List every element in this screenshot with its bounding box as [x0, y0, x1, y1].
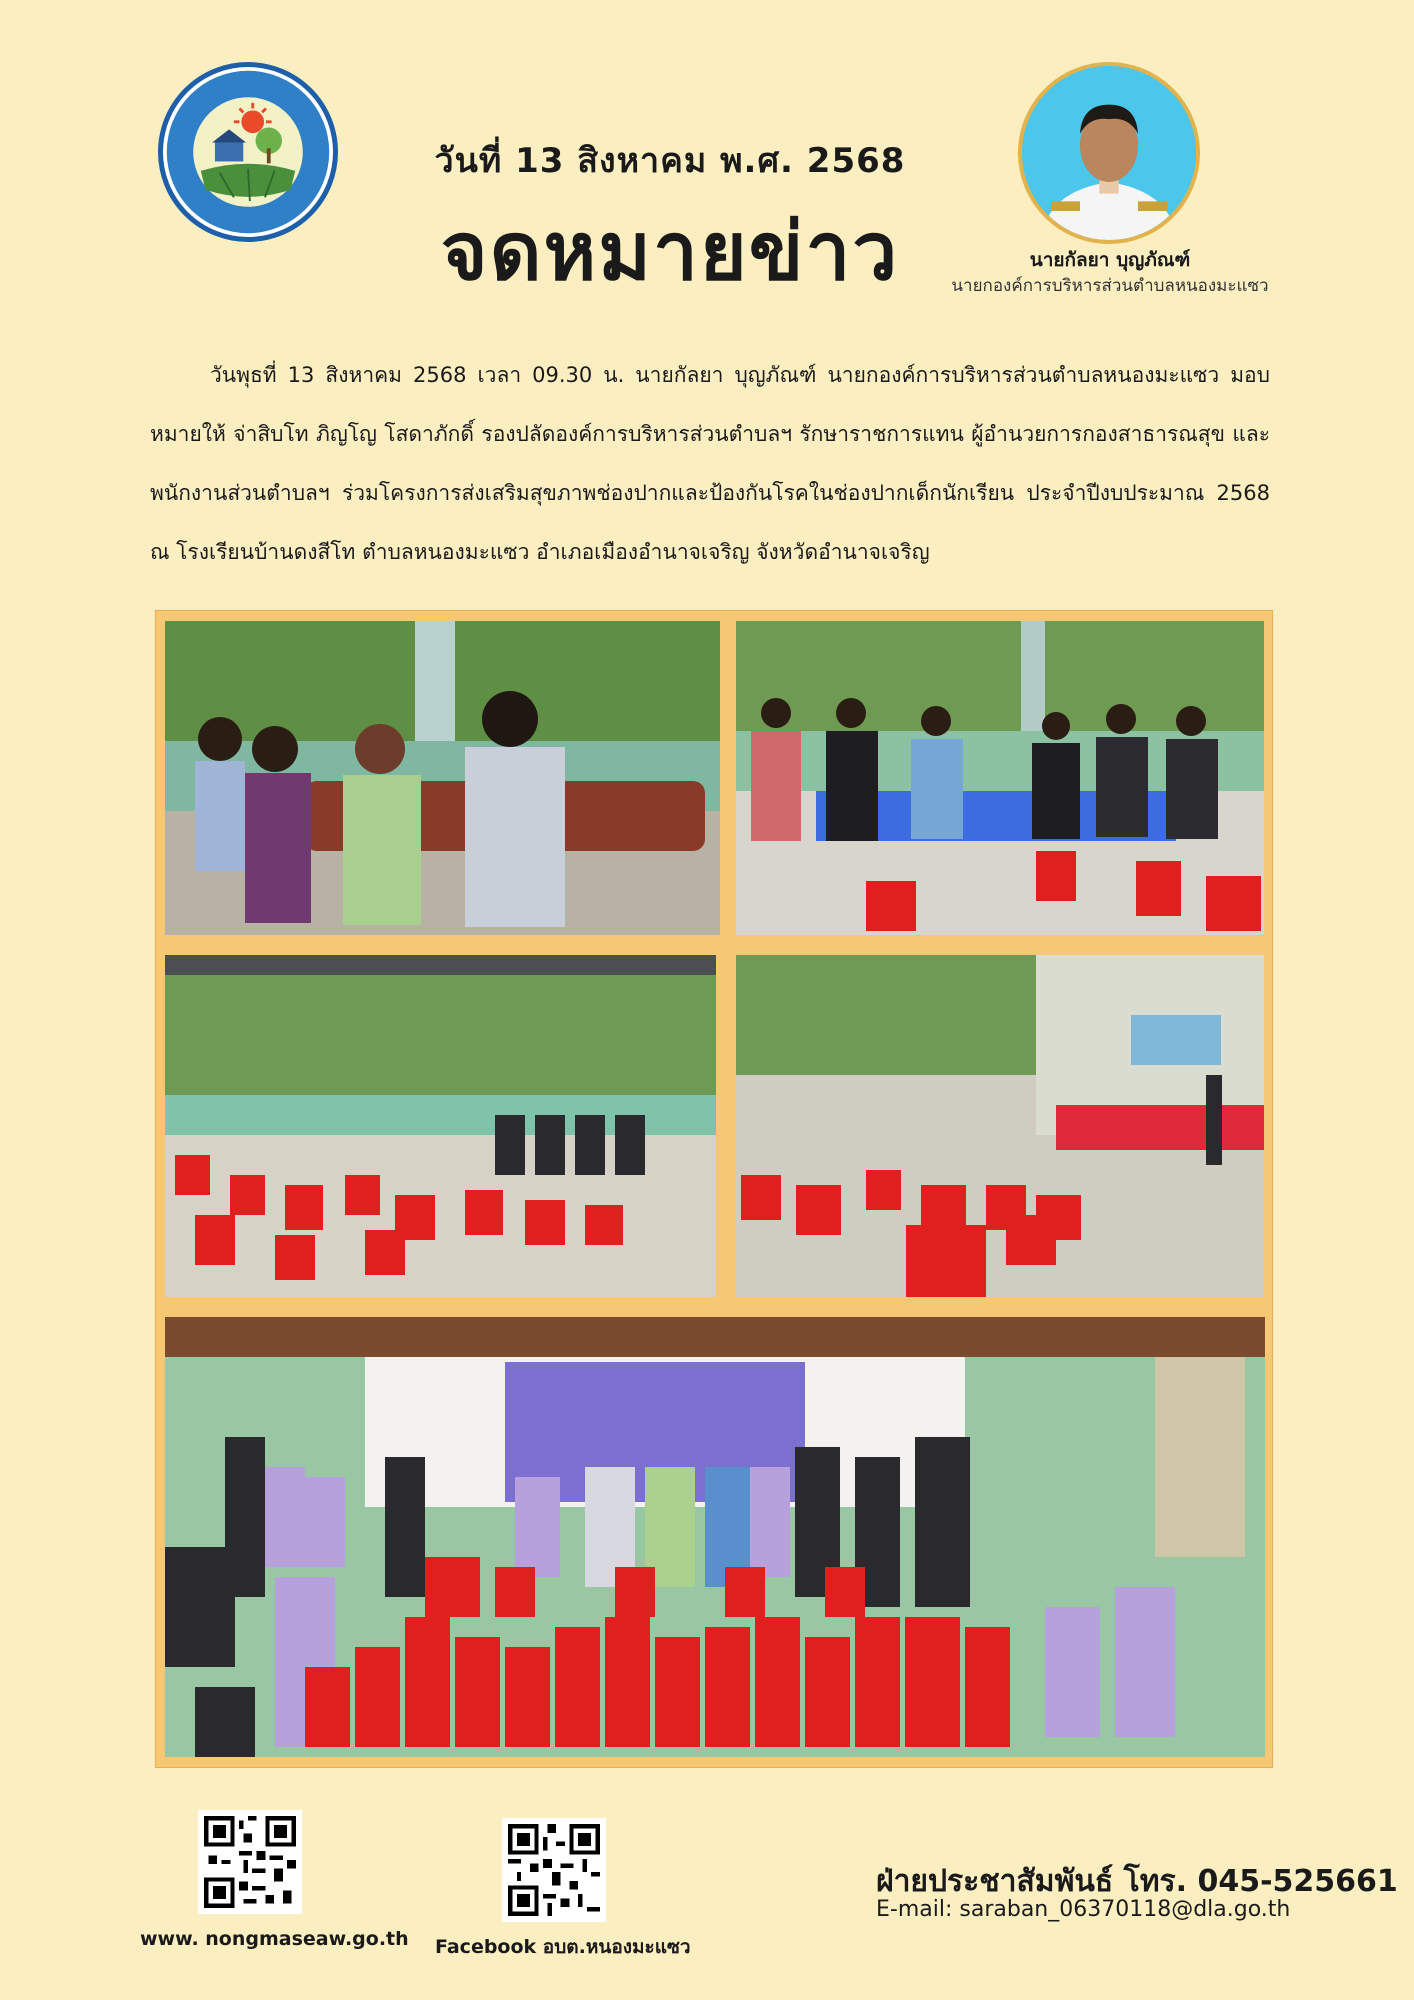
article-paragraph: วันพุธที่ 13 สิงหาคม 2568 เวลา 09.30 น. นายกัลยา บุญภัณฑ์ นายกองค์การบริหารส่วนตำบลหนองมะแซว มอบหมายให้ จ่าสิบโท ภิญโญ โสดาภักดิ์ รองปลัดองค์การบริหารส่วนตำบลฯ รักษาราชการแทน ผู้อำนวยการกองสาธารณสุข และพนักงานส่วนตำบลฯ ร่วมโครงการส่งเสริมสุขภาพช่องปากและป้องกันโรคในช่องปากเด็กนักเรียน ประจำปีงบประมาณ 2568 ณ โรงเรียนบ้านดงสีโท ตำบลหนองมะแซว อำเภอเมืองอำนาจเจริญ จังหวัดอำนาจเจริญ: [150, 363, 1270, 564]
portrait-photo: [1022, 66, 1196, 240]
photo-group: [165, 1317, 1265, 1757]
mayor-portrait: [1018, 62, 1200, 244]
issue-date: วันที่ 13 สิงหาคม พ.ศ. 2568: [434, 141, 906, 181]
pr-contact: ฝ่ายประชาสัมพันธ์ โทร. 045-525661: [876, 1864, 1398, 1899]
website-qr-code[interactable]: [198, 1810, 302, 1914]
website-link[interactable]: www. nongmaseaw.go.th: [140, 1928, 409, 1950]
photo-collage: [155, 610, 1273, 1768]
mayor-title: นายกองค์การบริหารส่วนตำบลหนองมะแซว: [951, 276, 1269, 296]
newsletter-title: จดหมายข่าว: [440, 205, 900, 298]
photo-officials-seated: [165, 621, 720, 935]
facebook-link[interactable]: Facebook อบต.หนองมะแซว: [435, 1936, 691, 1958]
photo-guests-and-students: [736, 621, 1264, 935]
mayor-name: นายกัลยา บุญภัณฑ์: [1029, 249, 1191, 271]
article-body: [150, 346, 1270, 582]
photo-presentation-hall: [736, 955, 1264, 1297]
facebook-qr-code[interactable]: [502, 1818, 606, 1922]
email-contact[interactable]: E-mail: saraban_06370118@dla.go.th: [876, 1897, 1291, 1922]
photo-students-pavilion: [165, 955, 716, 1297]
